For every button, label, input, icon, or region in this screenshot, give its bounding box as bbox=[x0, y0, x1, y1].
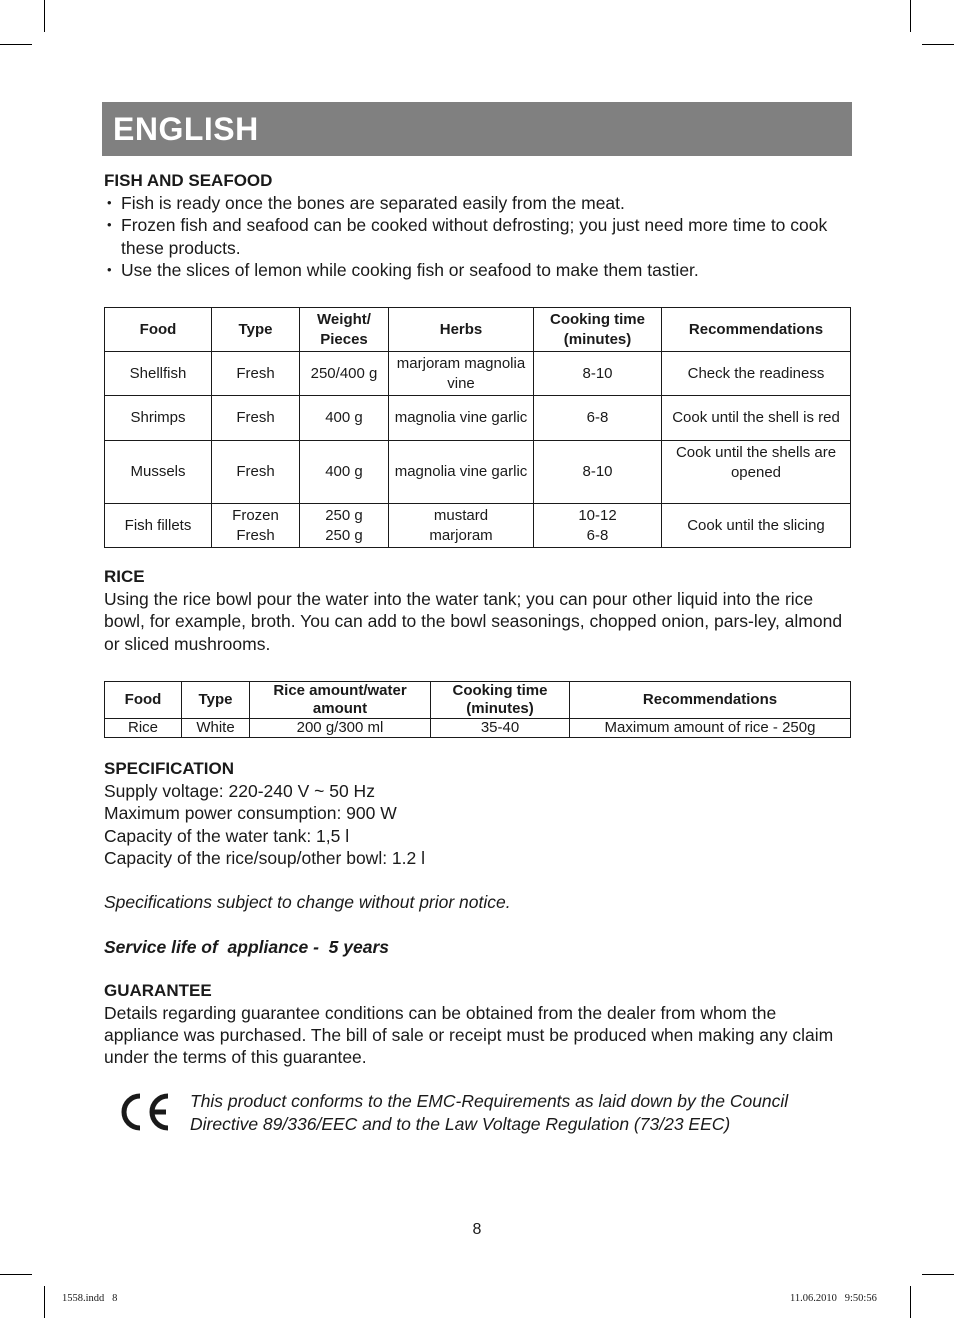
table-cell: Fish fillets bbox=[105, 504, 212, 548]
ce-conformity bbox=[118, 1090, 850, 1136]
specification-section bbox=[104, 758, 850, 958]
page-number: 8 bbox=[472, 1221, 482, 1238]
crop-mark bbox=[0, 1274, 32, 1275]
table-cell: Shellfish bbox=[105, 352, 212, 396]
table-header-row bbox=[105, 682, 851, 719]
table-cell: mustard marjoram bbox=[389, 504, 534, 548]
column-header: Food bbox=[105, 682, 182, 719]
table-cell: 35-40 bbox=[431, 719, 570, 738]
column-header: Cooking time (minutes) bbox=[534, 308, 662, 352]
table-row bbox=[105, 441, 851, 504]
print-timestamp: 11.06.2010 9:50:56 bbox=[790, 1293, 877, 1304]
table-row bbox=[105, 352, 851, 396]
guarantee-heading: GUARANTEE bbox=[104, 980, 212, 1000]
fish-section bbox=[104, 170, 850, 548]
column-header: Type bbox=[212, 308, 300, 352]
table-cell: Cook until the shells are opened bbox=[662, 441, 851, 504]
list-item: • Fish is ready once the bones are separated easily from the meat. bbox=[104, 192, 850, 214]
table-cell: Maximum amount of rice - 250g bbox=[570, 719, 851, 738]
rice-heading: RICE bbox=[104, 567, 145, 587]
ce-mark-icon bbox=[118, 1090, 174, 1134]
column-header: Type bbox=[182, 682, 250, 719]
table-row bbox=[105, 719, 851, 738]
column-header: Recommendations bbox=[570, 682, 851, 719]
crop-mark bbox=[44, 0, 45, 32]
file-slug: 1558.indd 8 bbox=[62, 1293, 118, 1304]
crop-mark bbox=[910, 1286, 911, 1318]
table-cell: 400 g bbox=[300, 396, 389, 441]
crop-mark bbox=[922, 44, 954, 45]
crop-mark bbox=[44, 1286, 45, 1318]
ce-statement: This product conforms to the EMC-Requirements as laid down by the Council Directive 89/336/EEC and to the Law Voltage Regulation (73/23 EEC) bbox=[190, 1091, 789, 1134]
table-cell: 400 g bbox=[300, 441, 389, 504]
specification-heading: SPECIFICATION bbox=[104, 759, 235, 779]
table-header-row bbox=[105, 308, 851, 352]
column-header: Rice amount/water amount bbox=[250, 682, 431, 719]
table-cell: 250/400 g bbox=[300, 352, 389, 396]
table-cell: Shrimps bbox=[105, 396, 212, 441]
table-row bbox=[105, 396, 851, 441]
table-cell: Check the readiness bbox=[662, 352, 851, 396]
table-cell: Mussels bbox=[105, 441, 212, 504]
fish-table bbox=[104, 307, 851, 548]
guarantee-section bbox=[104, 980, 850, 1069]
crop-mark bbox=[922, 1274, 954, 1275]
column-header: Weight/ Pieces bbox=[300, 308, 389, 352]
table-cell: 8-10 bbox=[534, 441, 662, 504]
table-cell: 250 g 250 g bbox=[300, 504, 389, 548]
spec-line: Capacity of the water tank: 1,5 l bbox=[104, 825, 350, 846]
table-cell: magnolia vine garlic bbox=[389, 441, 534, 504]
page-title: ENGLISH bbox=[113, 110, 259, 147]
table-cell: marjoram magnolia vine bbox=[389, 352, 534, 396]
table-cell: magnolia vine garlic bbox=[389, 396, 534, 441]
language-header-bar bbox=[102, 102, 852, 156]
rice-paragraph: Using the rice bowl pour the water into the water tank; you can pour other liquid into the rice bowl, for example, broth. You can add to the bowl seasonings, chopped onion, pars-ley, almond or sliced mushrooms. bbox=[104, 589, 843, 654]
table-cell: Cook until the slicing bbox=[662, 504, 851, 548]
table-cell: 200 g/300 ml bbox=[250, 719, 431, 738]
list-item: • Frozen fish and seafood can be cooked without defrosting; you just need more time to cook these products. bbox=[104, 214, 850, 259]
table-cell: Fresh bbox=[212, 352, 300, 396]
column-header: Cooking time (minutes) bbox=[431, 682, 570, 719]
crop-mark bbox=[910, 0, 911, 32]
table-cell: 10-12 6-8 bbox=[534, 504, 662, 548]
spec-notice: Specifications subject to change without prior notice. bbox=[104, 892, 511, 913]
table-cell: Frozen Fresh bbox=[212, 504, 300, 548]
table-cell: Cook until the shell is red bbox=[662, 396, 851, 441]
rice-section bbox=[104, 566, 850, 738]
table-cell: White bbox=[182, 719, 250, 738]
rice-table bbox=[104, 681, 851, 738]
document-content bbox=[104, 170, 850, 1069]
table-cell: Fresh bbox=[212, 441, 300, 504]
table-row bbox=[105, 504, 851, 548]
fish-bullet-list bbox=[104, 192, 850, 281]
column-header: Food bbox=[105, 308, 212, 352]
table-cell: Fresh bbox=[212, 396, 300, 441]
crop-mark bbox=[0, 44, 32, 45]
column-header: Herbs bbox=[389, 308, 534, 352]
spec-line: Maximum power consumption: 900 W bbox=[104, 803, 397, 824]
table-cell: 8-10 bbox=[534, 352, 662, 396]
table-cell: 6-8 bbox=[534, 396, 662, 441]
spec-line: Supply voltage: 220-240 V ~ 50 Hz bbox=[104, 781, 375, 802]
service-life: Service life of appliance - 5 years bbox=[104, 936, 389, 957]
spec-line: Capacity of the rice/soup/other bowl: 1.2 l bbox=[104, 847, 426, 868]
guarantee-paragraph: Details regarding guarantee conditions can be obtained from the dealer from whom the appliance was purchased. The bill of sale or receipt must be produced when making any claim under the terms of this guarantee. bbox=[104, 1002, 834, 1068]
list-item: • Use the slices of lemon while cooking fish or seafood to make them tastier. bbox=[104, 259, 850, 281]
fish-heading: FISH AND SEAFOOD bbox=[104, 171, 273, 190]
table-cell: Rice bbox=[105, 719, 182, 738]
column-header: Recommendations bbox=[662, 308, 851, 352]
